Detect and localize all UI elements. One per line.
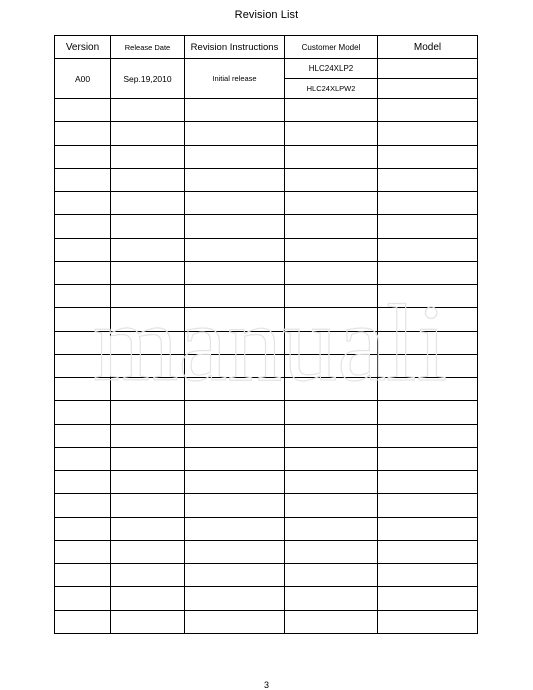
- revision-instructions-cell: [185, 471, 285, 494]
- table-row: [55, 238, 478, 261]
- customer-model-cell: [285, 471, 378, 494]
- table-row: [55, 494, 478, 517]
- table-row: [55, 168, 478, 191]
- table-header-row: [55, 36, 478, 59]
- model-cell: [378, 471, 478, 494]
- page-title: Revision List: [234, 9, 299, 21]
- model-cell: [378, 238, 478, 261]
- version-cell: [55, 610, 111, 633]
- watermark-text: manuali: [92, 300, 448, 390]
- version-cell: [55, 494, 111, 517]
- customer-model-cell: [285, 285, 378, 308]
- revision-instructions-cell: [185, 354, 285, 377]
- version-cell: [55, 145, 111, 168]
- customer-model-cell: [285, 238, 378, 261]
- release-date-cell: [111, 238, 185, 261]
- revision-instructions-cell: [185, 238, 285, 261]
- model-cell: [378, 610, 478, 633]
- header-release-date: Release Date: [111, 36, 185, 59]
- table-row: [55, 378, 478, 401]
- release-date-cell: [111, 494, 185, 517]
- version-cell: [55, 354, 111, 377]
- revision-table: [54, 35, 478, 634]
- release-date-cell: [111, 168, 185, 191]
- release-date-cell: [111, 378, 185, 401]
- version-cell: A00: [55, 59, 111, 99]
- revision-instructions-cell: [185, 331, 285, 354]
- version-cell: [55, 168, 111, 191]
- customer-model-cell: [285, 610, 378, 633]
- version-cell: [55, 192, 111, 215]
- model-cell: [378, 192, 478, 215]
- table-row: [55, 308, 478, 331]
- customer-model-cell: [285, 564, 378, 587]
- revision-instructions-cell: [185, 122, 285, 145]
- release-date-cell: [111, 215, 185, 238]
- version-cell: [55, 587, 111, 610]
- version-cell: [55, 331, 111, 354]
- version-cell: [55, 215, 111, 238]
- customer-model-cell: [285, 424, 378, 447]
- customer-model-cell: [285, 494, 378, 517]
- table-row: [55, 59, 478, 79]
- model-cell: [378, 401, 478, 424]
- header-customer-model: Customer Model: [285, 36, 378, 59]
- table-row: [55, 564, 478, 587]
- customer-model-cell: [285, 122, 378, 145]
- customer-model-cell: [285, 540, 378, 563]
- version-cell: [55, 308, 111, 331]
- release-date-cell: [111, 331, 185, 354]
- table-row: [55, 145, 478, 168]
- revision-instructions-cell: Initial release: [185, 59, 285, 99]
- version-cell: [55, 471, 111, 494]
- model-cell: [378, 79, 478, 99]
- customer-model-cell: [285, 99, 378, 122]
- release-date-cell: [111, 145, 185, 168]
- header-version: Version: [55, 36, 111, 59]
- revision-instructions-cell: [185, 99, 285, 122]
- release-date-cell: [111, 285, 185, 308]
- table-row: [55, 192, 478, 215]
- header-model: Model: [378, 36, 478, 59]
- header-revision-instructions: Revision Instructions: [185, 36, 285, 59]
- release-date-cell: [111, 261, 185, 284]
- revision-instructions-cell: [185, 215, 285, 238]
- revision-instructions-cell: [185, 401, 285, 424]
- table-row: [55, 99, 478, 122]
- release-date-cell: [111, 192, 185, 215]
- table-row: [55, 331, 478, 354]
- version-cell: [55, 540, 111, 563]
- version-cell: [55, 285, 111, 308]
- customer-model-cell: [285, 447, 378, 470]
- customer-model-cell: [285, 192, 378, 215]
- release-date-cell: [111, 308, 185, 331]
- table-row: [55, 471, 478, 494]
- release-date-cell: [111, 610, 185, 633]
- release-date-cell: [111, 471, 185, 494]
- customer-model-cell: HLC24XLPW2: [285, 79, 378, 99]
- version-cell: [55, 261, 111, 284]
- revision-instructions-cell: [185, 517, 285, 540]
- revision-instructions-cell: [185, 540, 285, 563]
- table-row: [55, 122, 478, 145]
- release-date-cell: [111, 99, 185, 122]
- version-cell: [55, 424, 111, 447]
- version-cell: [55, 122, 111, 145]
- customer-model-cell: HLC24XLP2: [285, 59, 378, 79]
- table-row: [55, 261, 478, 284]
- customer-model-cell: [285, 378, 378, 401]
- model-cell: [378, 447, 478, 470]
- model-cell: [378, 540, 478, 563]
- release-date-cell: [111, 587, 185, 610]
- version-cell: [55, 238, 111, 261]
- table-row: [55, 517, 478, 540]
- revision-instructions-cell: [185, 564, 285, 587]
- version-cell: [55, 517, 111, 540]
- revision-instructions-cell: [185, 587, 285, 610]
- customer-model-cell: [285, 331, 378, 354]
- customer-model-cell: [285, 517, 378, 540]
- release-date-cell: [111, 540, 185, 563]
- version-cell: [55, 99, 111, 122]
- model-cell: [378, 145, 478, 168]
- revision-instructions-cell: [185, 261, 285, 284]
- table-row: [55, 587, 478, 610]
- model-cell: [378, 331, 478, 354]
- release-date-cell: [111, 447, 185, 470]
- revision-instructions-cell: [185, 610, 285, 633]
- customer-model-cell: [285, 587, 378, 610]
- customer-model-cell: [285, 168, 378, 191]
- version-cell: [55, 401, 111, 424]
- revision-instructions-cell: [185, 308, 285, 331]
- release-date-cell: [111, 354, 185, 377]
- model-cell: [378, 378, 478, 401]
- version-cell: [55, 564, 111, 587]
- release-date-cell: [111, 564, 185, 587]
- model-cell: [378, 494, 478, 517]
- model-cell: [378, 59, 478, 79]
- release-date-cell: Sep.19,2010: [111, 59, 185, 99]
- customer-model-cell: [285, 308, 378, 331]
- revision-instructions-cell: [185, 285, 285, 308]
- release-date-cell: [111, 517, 185, 540]
- revision-instructions-cell: [185, 192, 285, 215]
- table-row: [55, 540, 478, 563]
- revision-instructions-cell: [185, 447, 285, 470]
- version-cell: [55, 447, 111, 470]
- model-cell: [378, 99, 478, 122]
- customer-model-cell: [285, 354, 378, 377]
- model-cell: [378, 354, 478, 377]
- revision-instructions-cell: [185, 168, 285, 191]
- customer-model-cell: [285, 401, 378, 424]
- release-date-cell: [111, 122, 185, 145]
- table-row: [55, 401, 478, 424]
- model-cell: [378, 564, 478, 587]
- revision-instructions-cell: [185, 424, 285, 447]
- customer-model-cell: [285, 145, 378, 168]
- table-row: [55, 424, 478, 447]
- version-cell: [55, 378, 111, 401]
- customer-model-cell: [285, 261, 378, 284]
- page-number: 3: [263, 680, 269, 690]
- table-row: [55, 215, 478, 238]
- table-row: [55, 285, 478, 308]
- model-cell: [378, 168, 478, 191]
- release-date-cell: [111, 424, 185, 447]
- model-cell: [378, 517, 478, 540]
- model-cell: [378, 587, 478, 610]
- customer-model-cell: [285, 215, 378, 238]
- model-cell: [378, 424, 478, 447]
- table-row: [55, 610, 478, 633]
- table-row: [55, 354, 478, 377]
- revision-instructions-cell: [185, 494, 285, 517]
- model-cell: [378, 122, 478, 145]
- model-cell: [378, 261, 478, 284]
- revision-instructions-cell: [185, 145, 285, 168]
- release-date-cell: [111, 401, 185, 424]
- table-row: [55, 447, 478, 470]
- revision-instructions-cell: [185, 378, 285, 401]
- model-cell: [378, 215, 478, 238]
- model-cell: [378, 308, 478, 331]
- model-cell: [378, 285, 478, 308]
